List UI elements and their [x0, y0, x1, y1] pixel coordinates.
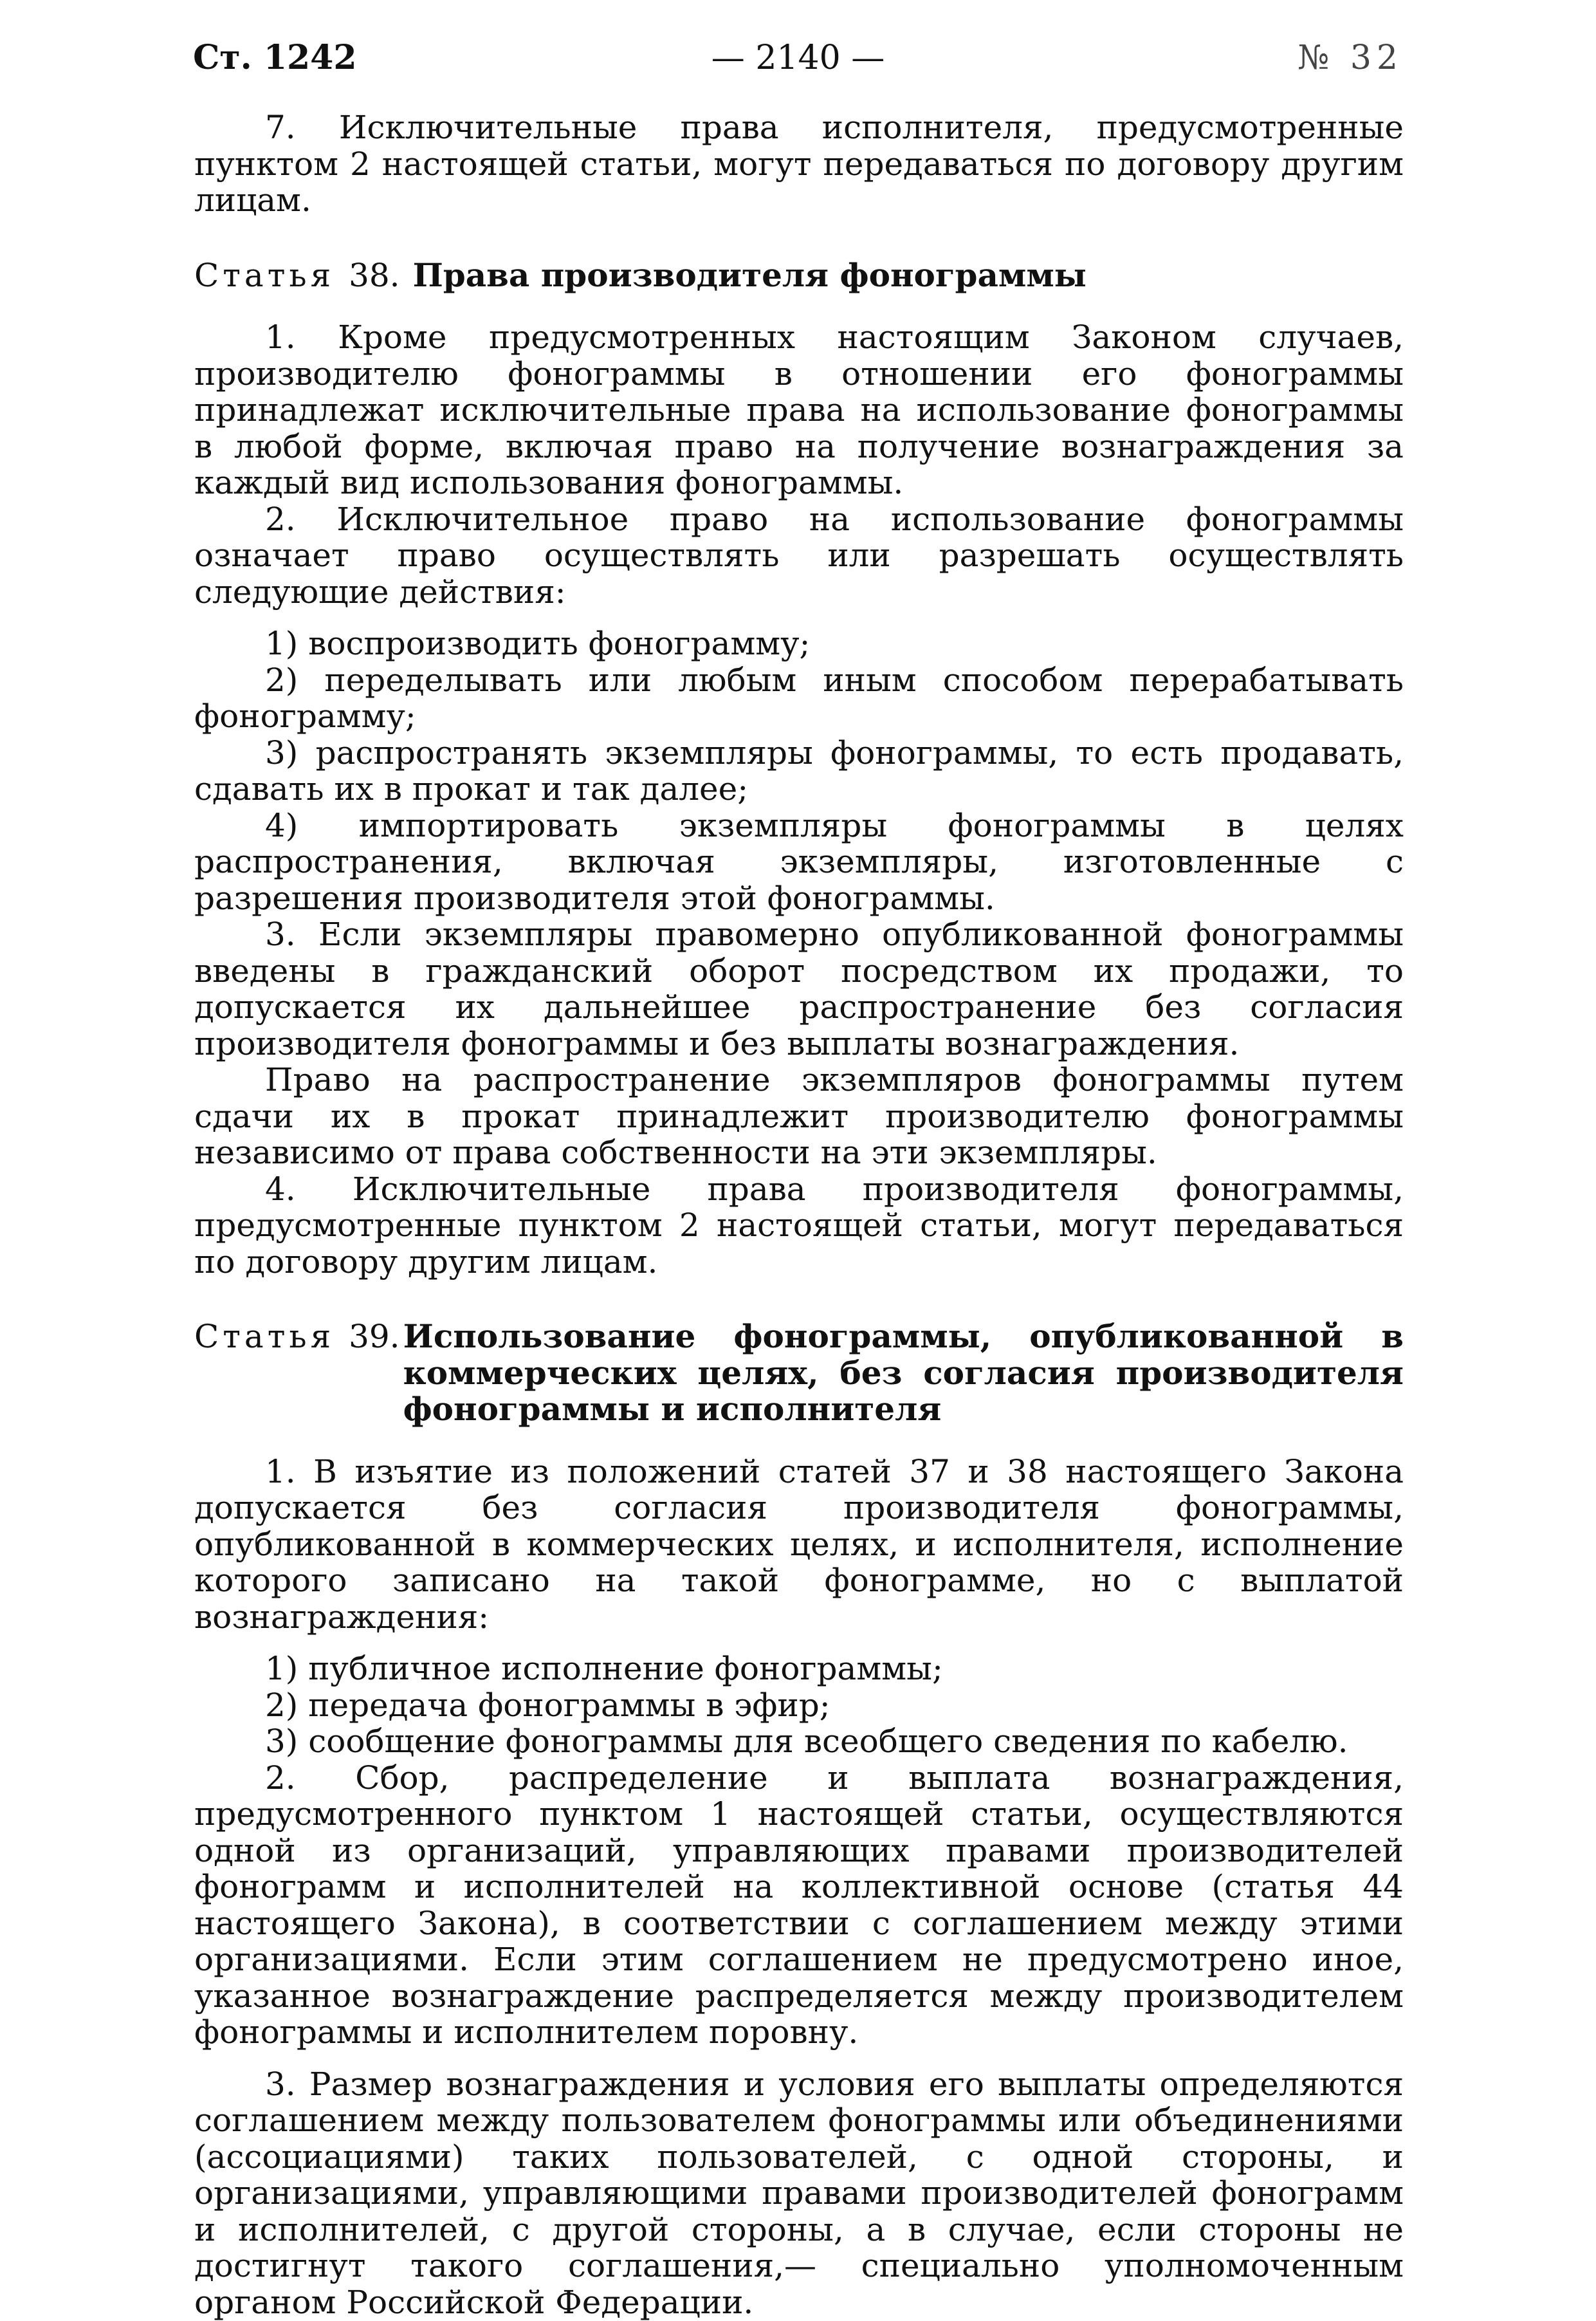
list-item: 1) воспроизводить фонограмму; [265, 625, 811, 662]
paragraph: Право на распространение экземпляров фонограммы путем сдачи их в прокат принадлежит производителю фонограммы независимо от права собственности на эти экземпляры. [194, 1061, 1404, 1171]
article-title: Использование фонограммы, опубликованной в коммерческих целях, без согласия производителя фонограммы и исполнителя [403, 1317, 1404, 1428]
article-reference: Ст. 1242 [193, 38, 357, 77]
page-number: — 2140 — [711, 39, 885, 77]
article-title: Права производителя фонограммы [412, 255, 1087, 294]
article-label: Статья 39. [194, 1318, 400, 1355]
paragraph: 3. Размер вознаграждения и условия его выплаты определяются соглашением между пользователем фонограммы или объединениями (ассоциациями) таких пользователей, с одной стороны, и организациями, управляющими правами производителей фонограмм и исполнителей, с другой стороны, а в случае, если стороны не достигнут такого соглашения,— специально уполномоченным органом Российской Федерации. [194, 2065, 1404, 2321]
document-body [194, 109, 1404, 2320]
article-39-heading [194, 1318, 1404, 1428]
paragraph: 4. Исключительные права производителя фонограммы, предусмотренные пунктом 2 настоящей статьи, могут передаваться по договору другим лицам. [194, 1170, 1404, 1281]
list-item: 4) импортировать экземпляры фонограммы в целях распространения, включая экземпляры, изготовленные с разрешения производителя этой фонограммы. [194, 806, 1404, 917]
list-item: 2) переделывать или любым иным способом перерабатывать фонограмму; [194, 661, 1404, 735]
paragraph: 3. Если экземпляры правомерно опубликованной фонограммы введены в гражданский оборот посредством их продажи, то допускается их дальнейшее распространение без согласия производителя фонограммы и без выплаты вознаграждения. [194, 916, 1404, 1062]
article-label: Статья 38. [194, 256, 400, 294]
paragraph: 1. Кроме предусмотренных настоящим Законом случаев, производителю фонограммы в отношении его фонограммы принадлежат исключительные права на использование фонограммы в любой форме, включая право на получение вознаграждения за каждый вид использования фонограммы. [194, 319, 1404, 501]
list-item: 2) передача фонограммы в эфир; [265, 1686, 830, 1724]
paragraph: 7. Исключительные права исполнителя, предусмотренные пунктом 2 настоящей статьи, могут передаваться по договору другим лицам. [194, 109, 1404, 219]
list-item: 3) распространять экземпляры фонограммы, то есть продавать, сдавать их в прокат и так далее; [194, 734, 1404, 808]
article-38-heading [194, 257, 1404, 294]
paragraph: 1. В изъятие из положений статей 37 и 38 настоящего Закона допускается без согласия производителя фонограммы, опубликованной в коммерческих целях, и исполнителя, исполнение которого записано на такой фонограмме, но с выплатой вознаграждения: [194, 1452, 1404, 1636]
list-item: 3) сообщение фонограммы для всеобщего сведения по кабелю. [265, 1723, 1348, 1760]
issue-number: № 32 [1298, 39, 1403, 77]
paragraph: 2. Сбор, распределение и выплата вознаграждения, предусмотренного пунктом 1 настоящей статьи, осуществляются одной из организаций, управляющих правами производителей фонограмм и исполнителей на коллективной основе (статья 44 настоящего Закона), в соответствии с соглашением между этими организациями. Если этим соглашением не предусмотрено иное, указанное вознаграждение распределяется между производителем фонограммы и исполнителем поровну. [194, 1759, 1404, 2051]
paragraph: 2. Исключительное право на использование фонограммы означает право осуществлять или разрешать осуществлять следующие действия: [194, 500, 1404, 611]
list-item: 1) публичное исполнение фонограммы; [265, 1650, 943, 1687]
page-header [193, 40, 1403, 85]
